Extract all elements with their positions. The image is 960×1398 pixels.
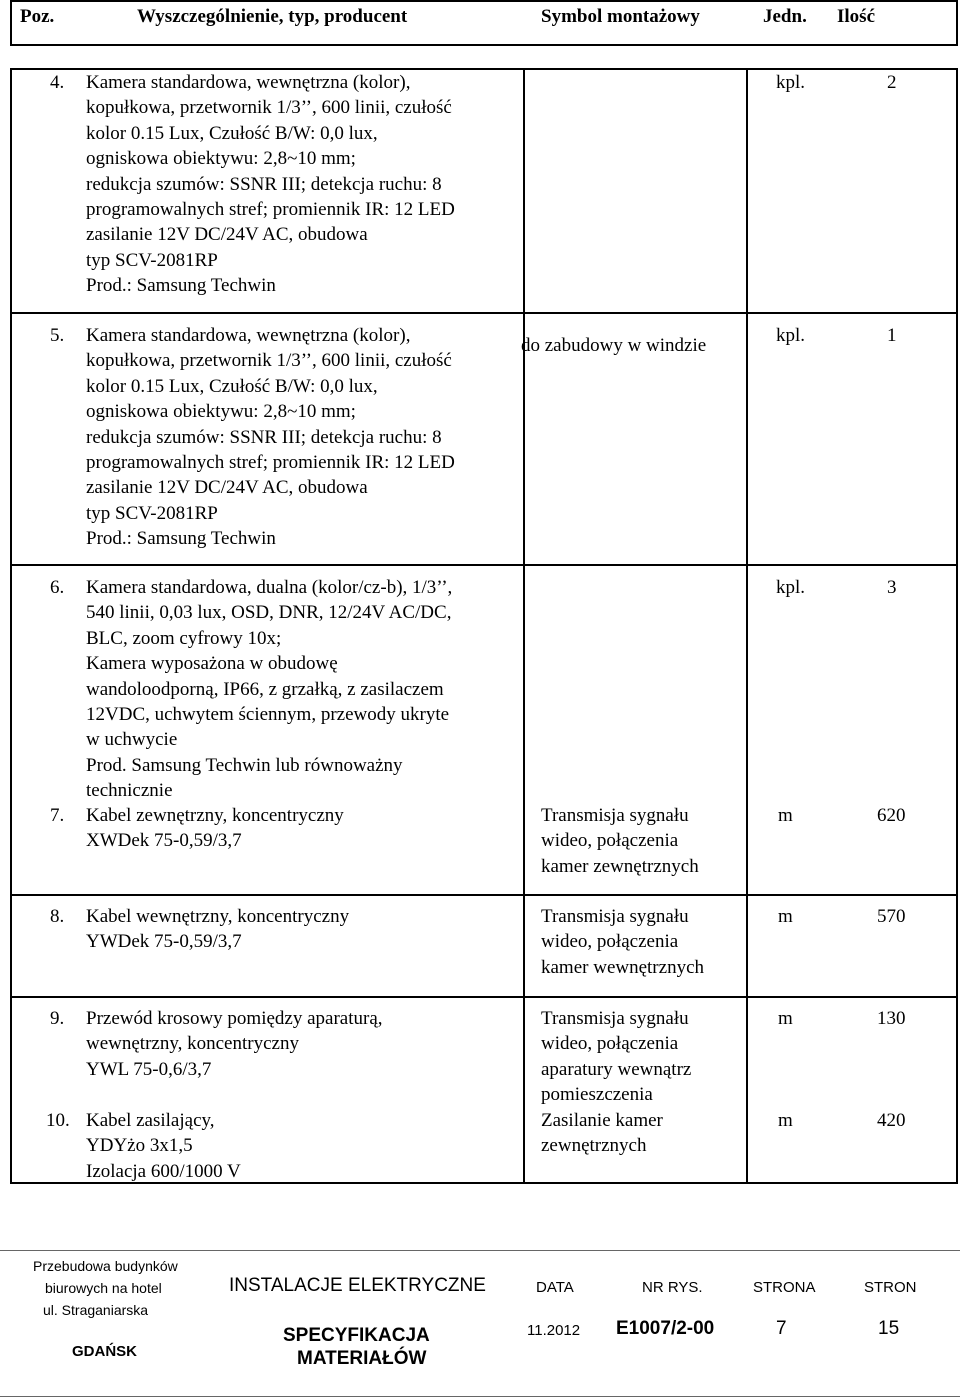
table-right-border xyxy=(956,68,958,1184)
row-poz: 10. xyxy=(46,1110,70,1131)
desc-line: Izolacja 600/1000 V xyxy=(86,1160,241,1182)
desc-line: Prod.: Samsung Techwin xyxy=(86,528,276,550)
row-symbol: do zabudowy w windzie xyxy=(521,335,707,356)
header-top-border xyxy=(10,0,958,2)
desc-line: kopułkowa, przetwornik 1/3’’, 600 linii, czułość xyxy=(86,97,452,119)
desc-line: programowalnych stref; promiennik IR: 12 LED xyxy=(86,452,455,474)
desc-line: technicznie xyxy=(86,780,173,802)
desc-line: ogniskowa obiektywu: 2,8~10 mm; xyxy=(86,401,356,423)
symbol-line: kamer zewnętrznych xyxy=(541,855,699,877)
footer-pages-label: STRON xyxy=(864,1279,917,1296)
desc-line: Przewód krosowy pomiędzy aparaturą, xyxy=(86,1008,383,1029)
row-poz: 6. xyxy=(50,577,65,598)
footer-date-value: 11.2012 xyxy=(527,1322,581,1339)
row-unit: kpl. xyxy=(776,72,806,93)
symbol-line: Transmisja sygnału xyxy=(541,906,689,927)
desc-line: YWDek 75-0,59/3,7 xyxy=(86,931,242,953)
footer-bottom-border xyxy=(0,1396,960,1397)
row-poz: 4. xyxy=(50,72,65,93)
header-symbol: Symbol montażowy xyxy=(541,6,700,27)
desc-line: typ SCV-2081RP xyxy=(86,249,218,271)
row-unit: m xyxy=(778,805,793,826)
row-poz: 9. xyxy=(50,1008,65,1029)
row-description xyxy=(86,803,344,854)
row-description xyxy=(86,904,349,955)
footer-project-line: Przebudowa budynków xyxy=(33,1258,178,1274)
header-qty: Ilość xyxy=(837,6,875,27)
footer-drawing-value: E1007/2-00 xyxy=(616,1318,715,1339)
header-right-border xyxy=(956,0,958,46)
row-qty: 3 xyxy=(887,577,897,598)
footer-drawing-label: NR RYS. xyxy=(642,1279,703,1296)
row-poz: 8. xyxy=(50,906,65,927)
symbol-line: wideo, połączenia xyxy=(541,1033,679,1055)
desc-line: Kabel wewnętrzny, koncentryczny xyxy=(86,906,350,927)
row-symbol xyxy=(541,1006,691,1108)
row-qty: 420 xyxy=(877,1110,906,1131)
desc-line: YDYżo 3x1,5 xyxy=(86,1135,193,1157)
desc-line: kopułkowa, przetwornik 1/3’’, 600 linii, czułość xyxy=(86,350,452,372)
row-qty: 620 xyxy=(877,805,906,826)
footer-project-line: biurowych na hotel xyxy=(45,1280,162,1296)
header-unit: Jedn. xyxy=(763,6,807,27)
footer-project-line: ul. Straganiarska xyxy=(43,1302,149,1318)
footer-branch: INSTALACJE ELEKTRYCZNE xyxy=(229,1275,486,1296)
row-description xyxy=(86,323,455,552)
desc-line: ogniskowa obiektywu: 2,8~10 mm; xyxy=(86,148,356,170)
desc-line: Kamera standardowa, dualna (kolor/cz-b), 1/3’’, xyxy=(86,577,453,598)
footer-date-label: DATA xyxy=(536,1279,574,1296)
symbol-line: kamer wewnętrznych xyxy=(541,956,705,978)
row-symbol xyxy=(541,904,704,980)
desc-line: kolor 0.15 Lux, Czułość B/W: 0,0 lux, xyxy=(86,375,378,397)
row-description xyxy=(86,1108,241,1184)
desc-line: redukcja szumów: SSNR III; detekcja ruchu: 8 xyxy=(86,426,442,448)
table-col-divider-symbol xyxy=(746,68,748,1184)
row-unit: m xyxy=(778,1110,793,1131)
table-col-divider-desc xyxy=(523,68,525,1184)
desc-line: kolor 0.15 Lux, Czułość B/W: 0,0 lux, xyxy=(86,122,378,144)
row-qty: 570 xyxy=(877,906,906,927)
footer-doc-title: SPECYFIKACJA xyxy=(283,1325,430,1346)
row-symbol xyxy=(541,1108,663,1159)
desc-line: wewnętrzny, koncentryczny xyxy=(86,1033,299,1055)
table-left-border xyxy=(10,68,12,1184)
footer-page-label: STRONA xyxy=(753,1279,816,1296)
desc-line: Kamera standardowa, wewnętrzna (kolor), xyxy=(86,72,411,93)
desc-line: YWL 75-0,6/3,7 xyxy=(86,1058,212,1080)
footer-doc-title: MATERIAŁÓW xyxy=(297,1348,427,1369)
desc-line: typ SCV-2081RP xyxy=(86,502,218,524)
desc-line: Prod.: Samsung Techwin xyxy=(86,275,276,297)
desc-line: redukcja szumów: SSNR III; detekcja ruchu: 8 xyxy=(86,173,442,195)
footer-page-value: 7 xyxy=(776,1318,787,1339)
symbol-line: Transmisja sygnału xyxy=(541,1008,689,1029)
symbol-line: wideo, połączenia xyxy=(541,931,679,953)
row-qty: 2 xyxy=(887,72,897,93)
row-divider-4-5 xyxy=(10,312,958,314)
row-unit: m xyxy=(778,906,793,927)
desc-line: zasilanie 12V DC/24V AC, obudowa xyxy=(86,477,368,499)
row-divider-5-6 xyxy=(10,564,958,566)
header-poz: Poz. xyxy=(20,6,55,27)
desc-line: XWDek 75-0,59/3,7 xyxy=(86,830,242,852)
footer-city: GDAŃSK xyxy=(72,1343,138,1360)
row-poz: 5. xyxy=(50,325,65,346)
desc-line: programowalnych stref; promiennik IR: 12 LED xyxy=(86,199,455,221)
symbol-line: Transmisja sygnału xyxy=(541,805,689,826)
footer-top-border xyxy=(0,1250,960,1251)
desc-line: Kamera standardowa, wewnętrzna (kolor), xyxy=(86,325,411,346)
symbol-line: zewnętrznych xyxy=(541,1135,647,1157)
desc-line: Kabel zasilający, xyxy=(86,1110,215,1131)
symbol-line: wideo, połączenia xyxy=(541,830,679,852)
header-left-border xyxy=(10,0,12,46)
row-poz: 7. xyxy=(50,805,65,826)
row-divider-7-8 xyxy=(10,894,958,896)
row-symbol xyxy=(541,803,699,879)
desc-line: wandoloodporną, IP66, z grzałką, z zasilaczem xyxy=(86,678,444,700)
row-unit: kpl. xyxy=(776,325,806,346)
desc-line: 12VDC, uchwytem ściennym, przewody ukryte xyxy=(86,704,450,726)
symbol-line: aparatury wewnątrz xyxy=(541,1058,692,1080)
desc-line: 540 linii, 0,03 lux, OSD, DNR, 12/24V AC/DC, xyxy=(86,602,452,624)
desc-line: Kabel zewnętrzny, koncentryczny xyxy=(86,805,344,826)
row-qty: 130 xyxy=(877,1008,906,1029)
desc-line: w uchwycie xyxy=(86,729,178,751)
desc-line: Prod. Samsung Techwin lub równoważny xyxy=(86,754,403,776)
footer-pages-value: 15 xyxy=(878,1318,900,1339)
row-unit: m xyxy=(778,1008,793,1029)
row-unit: kpl. xyxy=(776,577,806,598)
row-divider-8-9 xyxy=(10,996,958,998)
desc-line: BLC, zoom cyfrowy 10x; xyxy=(86,627,282,649)
row-description xyxy=(86,575,452,804)
row-qty: 1 xyxy=(887,325,897,346)
row-description xyxy=(86,70,455,299)
symbol-line: Zasilanie kamer xyxy=(541,1110,663,1131)
desc-line: zasilanie 12V DC/24V AC, obudowa xyxy=(86,224,368,246)
desc-line: Kamera wyposażona w obudowę xyxy=(86,653,338,675)
header-description: Wyszczególnienie, typ, producent xyxy=(137,6,408,27)
symbol-line: pomieszczenia xyxy=(541,1084,653,1106)
header-bottom-border xyxy=(10,44,958,46)
row-description xyxy=(86,1006,383,1082)
